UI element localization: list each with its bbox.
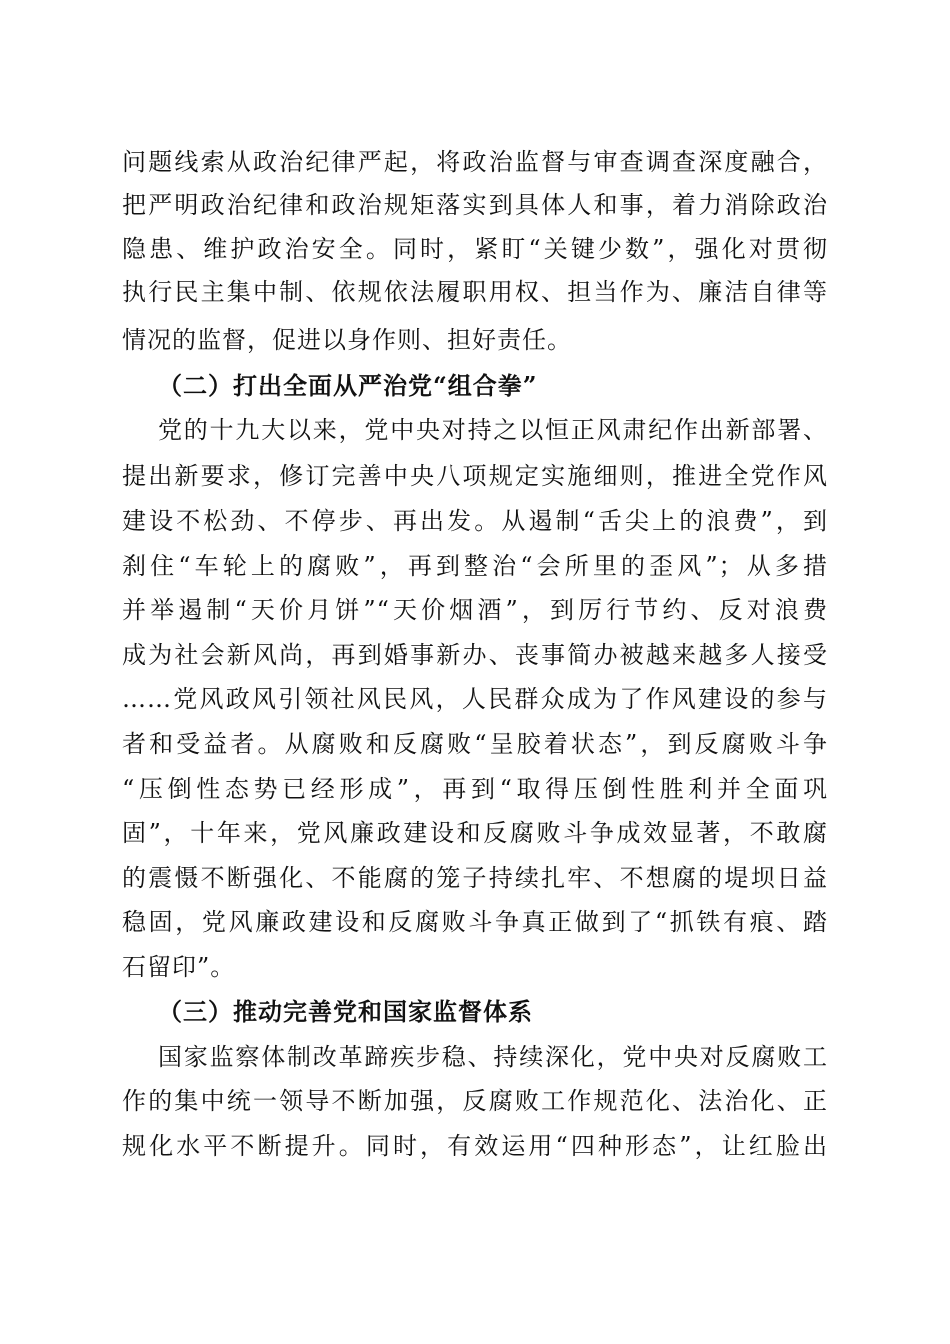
- paragraph-line: 并举遏制“天价月饼”“天价烟酒”，到厉行节约、反对浪费: [122, 596, 828, 624]
- paragraph-line: 成为社会新风尚，再到婚事新办、丧事简办被越来越多人接受: [122, 641, 828, 669]
- paragraph-line: 隐患、维护政治安全。同时，紧盯“关键少数”，强化对贯彻: [122, 235, 828, 263]
- paragraph-line: 党的十九大以来，党中央对持之以恒正风肃纪作出新部署、: [158, 416, 828, 444]
- paragraph-line: 刹住“车轮上的腐败”，再到整治“会所里的歪风”；从多措: [122, 552, 828, 580]
- paragraph-line: 国家监察体制改革蹄疾步稳、持续深化，党中央对反腐败工: [158, 1043, 828, 1071]
- paragraph-line: 石留印”。: [122, 953, 236, 981]
- paragraph-line: 执行民主集中制、依规依法履职用权、担当作为、廉洁自律等: [122, 278, 828, 306]
- paragraph-line: 提出新要求，修订完善中央八项规定实施细则，推进全党作风: [122, 462, 828, 490]
- section-heading-2: （二）打出全面从严治党“组合拳”: [158, 371, 538, 400]
- paragraph-line: 的震慑不断强化、不能腐的笼子持续扎牢、不想腐的堤坝日益: [122, 864, 828, 892]
- section-heading-3: （三）推动完善党和国家监督体系: [158, 997, 533, 1026]
- paragraph-line: 建设不松劲、不停步、再出发。从遏制“舌尖上的浪费”，到: [122, 507, 828, 535]
- paragraph-line: 规化水平不断提升。同时，有效运用“四种形态”，让红脸出: [122, 1132, 828, 1160]
- paragraph-line: 者和受益者。从腐败和反腐败“呈胶着状态”，到反腐败斗争: [122, 730, 828, 758]
- paragraph-line: 情况的监督，促进以身作则、担好责任。: [122, 326, 572, 354]
- paragraph-line: 稳固，党风廉政建设和反腐败斗争真正做到了“抓铁有痕、踏: [122, 908, 828, 936]
- paragraph-line: 问题线索从政治纪律严起，将政治监督与审查调查深度融合，: [122, 148, 828, 176]
- paragraph-line: 固”，十年来，党风廉政建设和反腐败斗争成效显著，不敢腐: [122, 819, 828, 847]
- paragraph-line: “压倒性态势已经形成”，再到“取得压倒性胜利并全面巩: [122, 775, 828, 803]
- paragraph-line: 作的集中统一领导不断加强，反腐败工作规范化、法治化、正: [122, 1087, 828, 1115]
- paragraph-line: ……党风政风引领社风民风，人民群众成为了作风建设的参与: [122, 685, 828, 713]
- paragraph-line: 把严明政治纪律和政治规矩落实到具体人和事，着力消除政治: [122, 191, 828, 219]
